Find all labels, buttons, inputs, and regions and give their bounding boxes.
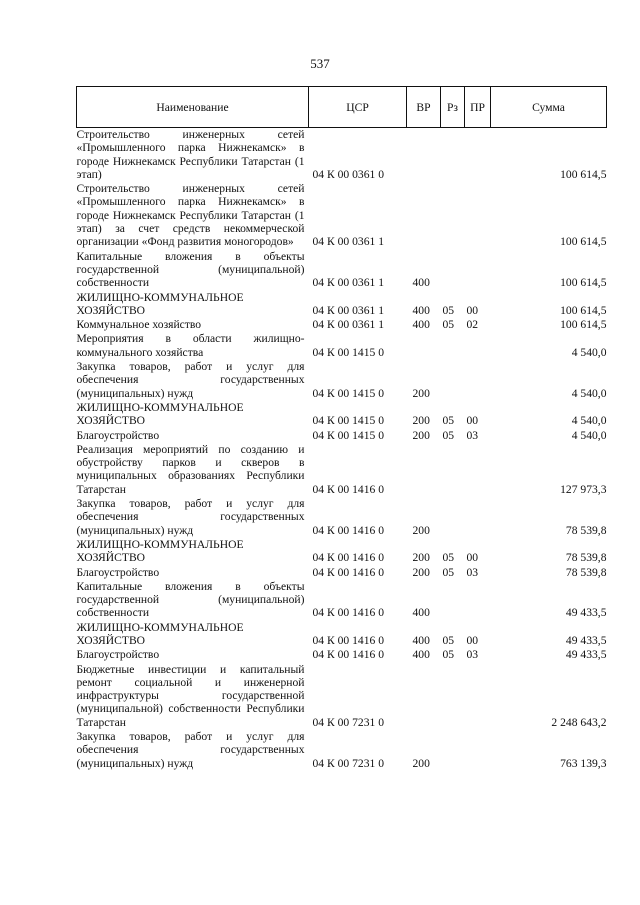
- cell-vr: 200: [412, 414, 430, 428]
- cell-csr: 04 К 00 1415 0: [312, 345, 384, 359]
- cell-vr: 200: [412, 428, 430, 442]
- page-number: 537: [310, 56, 330, 71]
- cell-csr: 04 К 00 1415 0: [312, 428, 384, 442]
- table-row: [77, 428, 607, 442]
- cell-sum: 100 614,5: [560, 276, 607, 290]
- table-row: [77, 729, 607, 770]
- cell-rz: [441, 331, 465, 359]
- cell-name: Закупка товаров, работ и услуг для обеспечения государственных (муниципальных) нужд: [76, 497, 305, 537]
- cell-name: Бюджетные инвестиции и капитальный ремонт социальной и инженерной инфраструктуры государственной (муниципальной) собственности Республики Татарстан: [76, 662, 305, 729]
- cell-pr: 00: [466, 303, 479, 317]
- cell-pr: [465, 128, 491, 182]
- table-row: [77, 128, 607, 182]
- cell-pr: 03: [466, 565, 479, 579]
- table-row: [77, 442, 607, 496]
- cell-rz: 05: [442, 633, 455, 647]
- header-pr: ПР: [465, 87, 491, 128]
- cell-csr: 04 К 00 7231 0: [312, 756, 384, 770]
- cell-sum: 49 433,5: [565, 648, 607, 662]
- cell-name: Строительство инженерных сетей «Промышленного парка Нижнекамск» в городе Нижнекамск Республики Татарстан (1 этап): [76, 128, 305, 181]
- cell-vr: 400: [412, 648, 430, 662]
- cell-csr: 04 К 00 1416 0: [312, 551, 384, 565]
- cell-rz: [441, 442, 465, 496]
- cell-csr: 04 К 00 1416 0: [312, 565, 384, 579]
- cell-sum: 100 614,5: [560, 235, 607, 249]
- table-header: [77, 87, 607, 128]
- table-row: [77, 317, 607, 331]
- table-row: [77, 359, 607, 400]
- cell-csr: 04 К 00 1416 0: [312, 633, 384, 647]
- header-vr: ВР: [407, 87, 441, 128]
- cell-csr: 04 К 00 1415 0: [312, 414, 384, 428]
- cell-vr: [407, 662, 441, 729]
- cell-csr: 04 К 00 0361 0: [312, 167, 384, 181]
- cell-vr: [407, 181, 441, 248]
- cell-vr: 200: [412, 756, 430, 770]
- cell-sum: 49 433,5: [565, 606, 607, 620]
- table-row: [77, 537, 607, 565]
- cell-sum: 4 540,0: [571, 386, 607, 400]
- cell-name: Закупка товаров, работ и услуг для обеспечения государственных (муниципальных) нужд: [76, 360, 305, 400]
- cell-vr: 200: [412, 386, 430, 400]
- table-row: [77, 620, 607, 648]
- cell-sum: 2 248 643,2: [551, 715, 607, 729]
- table-row: [77, 647, 607, 661]
- budget-table: [76, 86, 607, 770]
- cell-name: Коммунальное хозяйство: [76, 318, 202, 332]
- cell-rz: [441, 496, 465, 537]
- table-row: [77, 331, 607, 359]
- cell-rz: 05: [442, 551, 455, 565]
- cell-rz: [441, 729, 465, 770]
- cell-name: Закупка товаров, работ и услуг для обеспечения государственных (муниципальных) нужд: [76, 730, 305, 770]
- cell-vr: 400: [412, 276, 430, 290]
- table-row: [77, 496, 607, 537]
- cell-pr: 03: [466, 428, 479, 442]
- cell-pr: [465, 729, 491, 770]
- cell-name: ЖИЛИЩНО-КОММУНАЛЬНОЕ ХОЗЯЙСТВО: [76, 537, 244, 565]
- cell-sum: 127 973,3: [560, 482, 607, 496]
- cell-sum: 78 539,8: [565, 565, 607, 579]
- cell-name: Капитальные вложения в объекты государственной (муниципальной) собственности: [76, 579, 305, 620]
- cell-rz: 05: [442, 428, 455, 442]
- cell-sum: 78 539,8: [565, 523, 607, 537]
- cell-pr: [465, 496, 491, 537]
- cell-vr: 200: [412, 565, 430, 579]
- cell-sum: 763 139,3: [560, 756, 607, 770]
- cell-name: ЖИЛИЩНО-КОММУНАЛЬНОЕ ХОЗЯЙСТВО: [76, 400, 244, 428]
- header-name: Наименование: [77, 87, 309, 128]
- cell-csr: 04 К 00 1416 0: [312, 482, 384, 496]
- cell-pr: [465, 331, 491, 359]
- cell-sum: 4 540,0: [571, 345, 607, 359]
- cell-pr: [465, 442, 491, 496]
- table-row: [77, 400, 607, 428]
- cell-rz: 05: [442, 318, 455, 332]
- table-row: [77, 181, 607, 248]
- cell-sum: 4 540,0: [571, 414, 607, 428]
- header-rz: Рз: [441, 87, 465, 128]
- cell-sum: 4 540,0: [571, 428, 607, 442]
- cell-vr: 400: [412, 303, 430, 317]
- cell-rz: 05: [442, 303, 455, 317]
- cell-name: Реализация мероприятий по созданию и обустройству парков и скверов в муниципальных образованиях Республики Татарстан: [76, 442, 305, 496]
- cell-csr: 04 К 00 0361 1: [312, 303, 384, 317]
- table-row: [77, 565, 607, 579]
- cell-pr: 02: [466, 318, 479, 332]
- cell-csr: 04 К 00 1416 0: [312, 606, 384, 620]
- cell-sum: 100 614,5: [560, 167, 607, 181]
- cell-name: ЖИЛИЩНО-КОММУНАЛЬНОЕ ХОЗЯЙСТВО: [76, 620, 244, 647]
- cell-vr: 200: [412, 551, 430, 565]
- cell-rz: [441, 249, 465, 290]
- cell-csr: 04 К 00 1416 0: [312, 523, 384, 537]
- cell-pr: [465, 579, 491, 620]
- cell-rz: [441, 181, 465, 248]
- header-csr: ЦСР: [309, 87, 407, 128]
- cell-pr: [465, 249, 491, 290]
- cell-csr: 04 К 00 1416 0: [312, 648, 384, 662]
- cell-rz: 05: [442, 565, 455, 579]
- cell-sum: 100 614,5: [560, 318, 607, 332]
- cell-rz: 05: [442, 414, 455, 428]
- cell-csr: 04 К 00 0361 1: [312, 276, 384, 290]
- header-sum: Сумма: [491, 87, 607, 128]
- cell-vr: [407, 442, 441, 496]
- cell-rz: [441, 128, 465, 182]
- cell-pr: 00: [466, 633, 479, 647]
- cell-csr: 04 К 00 0361 1: [312, 235, 384, 249]
- cell-rz: [441, 579, 465, 620]
- table-body: [77, 128, 607, 770]
- cell-csr: 04 К 00 1415 0: [312, 386, 384, 400]
- cell-pr: [465, 181, 491, 248]
- cell-csr: 04 К 00 0361 1: [312, 318, 384, 332]
- table-row: [77, 662, 607, 729]
- cell-pr: 00: [466, 551, 479, 565]
- cell-rz: [441, 662, 465, 729]
- cell-name: Благоустройство: [76, 648, 160, 662]
- cell-sum: 78 539,8: [565, 551, 607, 565]
- cell-vr: 400: [412, 633, 430, 647]
- cell-vr: [407, 331, 441, 359]
- cell-name: ЖИЛИЩНО-КОММУНАЛЬНОЕ ХОЗЯЙСТВО: [76, 290, 244, 317]
- table-row: [77, 579, 607, 620]
- cell-rz: 05: [442, 648, 455, 662]
- cell-pr: 03: [466, 648, 479, 662]
- cell-name: Благоустройство: [76, 565, 160, 579]
- cell-name: Мероприятия в области жилищно-коммунального хозяйства: [76, 332, 305, 359]
- cell-vr: 400: [412, 606, 430, 620]
- cell-sum: 100 614,5: [560, 303, 607, 317]
- table-row: [77, 249, 607, 290]
- cell-vr: 200: [412, 523, 430, 537]
- cell-sum: 49 433,5: [565, 633, 607, 647]
- cell-name: Капитальные вложения в объекты государственной (муниципальной) собственности: [76, 249, 305, 290]
- cell-pr: [465, 662, 491, 729]
- cell-rz: [441, 359, 465, 400]
- cell-pr: [465, 359, 491, 400]
- cell-vr: [407, 128, 441, 182]
- cell-vr: 400: [412, 318, 430, 332]
- cell-name: Благоустройство: [76, 428, 160, 442]
- cell-csr: 04 К 00 7231 0: [312, 715, 384, 729]
- cell-name: Строительство инженерных сетей «Промышленного парка Нижнекамск» в городе Нижнекамск Республики Татарстан (1 этап) за счет средств некоммерческой организации «Фонд развития моногородов»: [76, 182, 305, 249]
- cell-pr: 00: [466, 414, 479, 428]
- table-row: [77, 290, 607, 318]
